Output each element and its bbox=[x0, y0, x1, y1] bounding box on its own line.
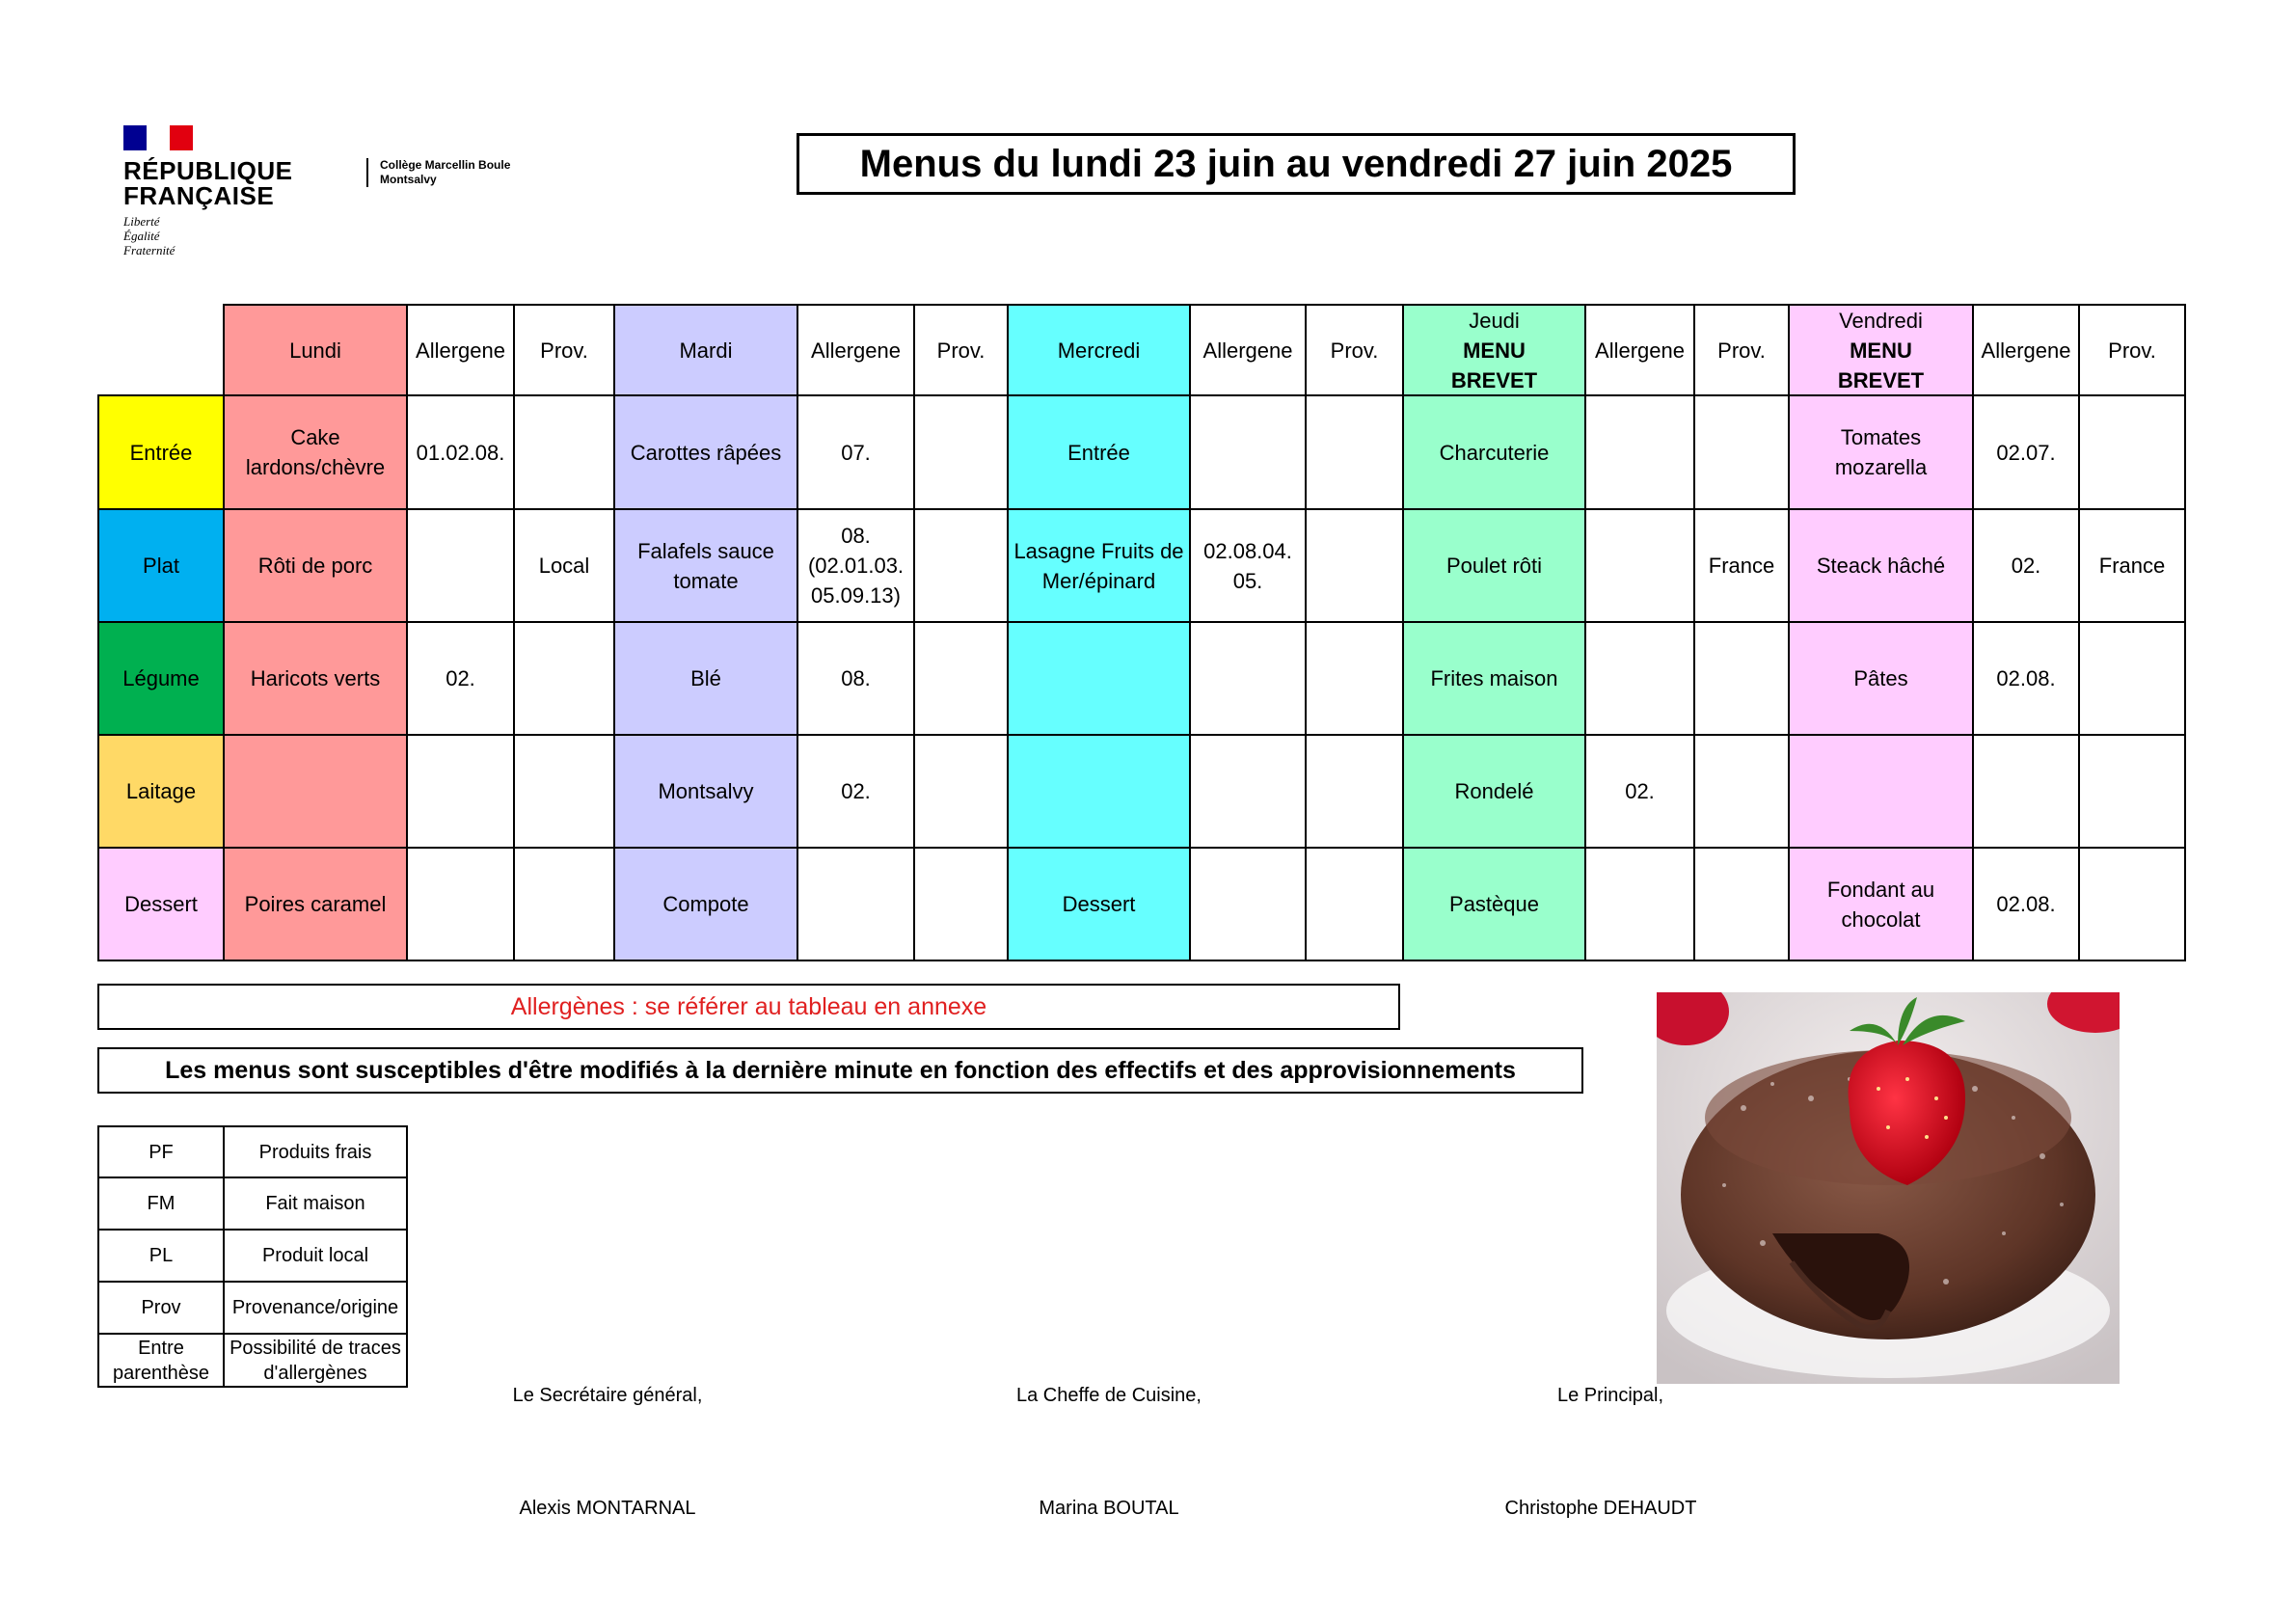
page-title: Menus du lundi 23 juin au vendredi 27 juin 2025 bbox=[797, 133, 1796, 195]
prov-lundi-laitage bbox=[513, 734, 615, 849]
allergene-jeudi-plat bbox=[1584, 508, 1695, 623]
allergene-jeudi-dessert bbox=[1584, 847, 1695, 961]
legend-code: Entre parenthèse bbox=[97, 1333, 225, 1388]
allergene-lundi-legume: 02. bbox=[406, 621, 515, 736]
legend-code: PL bbox=[97, 1229, 225, 1283]
allergene-vendredi-legume: 02.08. bbox=[1972, 621, 2080, 736]
header-jeudi-allergene: Allergene bbox=[1584, 304, 1695, 396]
dish-mardi-entree: Carottes râpées bbox=[613, 394, 798, 510]
allergene-vendredi-plat: 02. bbox=[1972, 508, 2080, 623]
legend-label: Provenance/origine bbox=[223, 1281, 408, 1335]
header-vendredi-brevet: BREVET bbox=[1837, 367, 1925, 392]
dish-vendredi-legume: Pâtes bbox=[1788, 621, 1974, 736]
dish-jeudi-dessert: Pastèque bbox=[1402, 847, 1586, 961]
fondant-chocolate-photo bbox=[1657, 992, 2120, 1384]
motto-liberte: Liberté bbox=[123, 214, 160, 229]
header-vendredi bbox=[1788, 304, 1974, 396]
dish-mardi-plat: Falafels sauce tomate bbox=[613, 508, 798, 623]
allergene-vendredi-dessert: 02.08. bbox=[1972, 847, 2080, 961]
header-mercredi-allergene: Allergene bbox=[1189, 304, 1307, 396]
header-lundi-prov: Prov. bbox=[513, 304, 615, 396]
dish-jeudi-legume: Frites maison bbox=[1402, 621, 1586, 736]
marianne-flag-icon bbox=[123, 125, 193, 150]
header-mardi: Mardi bbox=[613, 304, 798, 396]
prov-jeudi-entree bbox=[1693, 394, 1790, 510]
prov-jeudi-laitage bbox=[1693, 734, 1790, 849]
allergenes-note: Allergènes : se référer au tableau en annexe bbox=[97, 984, 1400, 1030]
allergene-mardi-legume: 08. bbox=[797, 621, 915, 736]
prov-mardi-plat bbox=[913, 508, 1009, 623]
signature-name-2: Marina BOUTAL bbox=[1039, 1498, 1179, 1519]
allergene-jeudi-entree bbox=[1584, 394, 1695, 510]
allergene-mardi-entree: 07. bbox=[797, 394, 915, 510]
allergene-lundi-plat bbox=[406, 508, 515, 623]
header-vendredi-prov: Prov. bbox=[2078, 304, 2186, 396]
header-lundi: Lundi bbox=[223, 304, 408, 396]
dish-vendredi-plat: Steack hâché bbox=[1788, 508, 1974, 623]
allergene-mercredi-dessert bbox=[1189, 847, 1307, 961]
college-name bbox=[366, 158, 510, 187]
header-lundi-allergene: Allergene bbox=[406, 304, 515, 396]
prov-lundi-legume bbox=[513, 621, 615, 736]
dish-lundi-entree: Cake lardons/chèvre bbox=[223, 394, 408, 510]
dish-mercredi-plat: Lasagne Fruits de Mer/épinard bbox=[1007, 508, 1191, 623]
header-mardi-allergene: Allergene bbox=[797, 304, 915, 396]
signature-role-3: Le Principal, bbox=[1556, 1385, 1664, 1406]
category-legume: Légume bbox=[97, 621, 225, 736]
signature-role-2: La Cheffe de Cuisine, bbox=[1016, 1385, 1202, 1406]
category-dessert: Dessert bbox=[97, 847, 225, 961]
allergene-jeudi-legume bbox=[1584, 621, 1695, 736]
logo-line-1: RÉPUBLIQUE bbox=[123, 156, 293, 185]
prov-lundi-plat: Local bbox=[513, 508, 615, 623]
motto-fraternite: Fraternité bbox=[123, 243, 176, 257]
header-vendredi-day: Vendredi bbox=[1839, 308, 1923, 333]
logo-motto bbox=[123, 214, 292, 257]
prov-mercredi-plat bbox=[1305, 508, 1404, 623]
dish-mardi-laitage: Montsalvy bbox=[613, 734, 798, 849]
legend-code: FM bbox=[97, 1177, 225, 1231]
signature-role-1: Le Secrétaire général, bbox=[512, 1385, 703, 1406]
dish-jeudi-laitage: Rondelé bbox=[1402, 734, 1586, 849]
prov-jeudi-plat: France bbox=[1693, 508, 1790, 623]
allergene-lundi-laitage bbox=[406, 734, 515, 849]
dish-vendredi-dessert: Fondant au chocolat bbox=[1788, 847, 1974, 961]
prov-mardi-dessert bbox=[913, 847, 1009, 961]
allergene-jeudi-laitage: 02. bbox=[1584, 734, 1695, 849]
allergene-vendredi-laitage bbox=[1972, 734, 2080, 849]
prov-mercredi-laitage bbox=[1305, 734, 1404, 849]
motto-egalite: Égalité bbox=[123, 229, 160, 243]
header-mercredi: Mercredi bbox=[1007, 304, 1191, 396]
dish-jeudi-plat: Poulet rôti bbox=[1402, 508, 1586, 623]
prov-jeudi-dessert bbox=[1693, 847, 1790, 961]
header-jeudi-prov: Prov. bbox=[1693, 304, 1790, 396]
header-jeudi bbox=[1402, 304, 1586, 396]
college-line-2: Montsalvy bbox=[380, 173, 437, 186]
prov-vendredi-laitage bbox=[2078, 734, 2186, 849]
prov-jeudi-legume bbox=[1693, 621, 1790, 736]
dish-mercredi-legume bbox=[1007, 621, 1191, 736]
category-laitage: Laitage bbox=[97, 734, 225, 849]
dish-lundi-laitage bbox=[223, 734, 408, 849]
prov-vendredi-entree bbox=[2078, 394, 2186, 510]
dish-lundi-plat: Rôti de porc bbox=[223, 508, 408, 623]
allergene-mercredi-plat: 02.08.04. 05. bbox=[1189, 508, 1307, 623]
prov-mardi-laitage bbox=[913, 734, 1009, 849]
header-jeudi-menu: MENU bbox=[1463, 338, 1526, 363]
allergene-lundi-dessert bbox=[406, 847, 515, 961]
category-plat: Plat bbox=[97, 508, 225, 623]
category-entree: Entrée bbox=[97, 394, 225, 510]
prov-vendredi-legume bbox=[2078, 621, 2186, 736]
dish-lundi-legume: Haricots verts bbox=[223, 621, 408, 736]
dish-mercredi-entree: Entrée bbox=[1007, 394, 1191, 510]
dish-mardi-dessert: Compote bbox=[613, 847, 798, 961]
allergene-mardi-plat: 08. (02.01.03. 05.09.13) bbox=[797, 508, 915, 623]
modification-note: Les menus sont susceptibles d'être modifiés à la dernière minute en fonction des effectifs et des approvisionnements bbox=[97, 1047, 1583, 1094]
legend-label: Produit local bbox=[223, 1229, 408, 1283]
prov-mercredi-entree bbox=[1305, 394, 1404, 510]
allergene-lundi-entree: 01.02.08. bbox=[406, 394, 515, 510]
prov-lundi-dessert bbox=[513, 847, 615, 961]
republique-francaise-logo bbox=[123, 125, 292, 257]
prov-vendredi-dessert bbox=[2078, 847, 2186, 961]
prov-mercredi-dessert bbox=[1305, 847, 1404, 961]
dish-vendredi-laitage bbox=[1788, 734, 1974, 849]
signature-name-3: Christophe DEHAUDT bbox=[1504, 1498, 1697, 1519]
dish-jeudi-entree: Charcuterie bbox=[1402, 394, 1586, 510]
prov-mardi-entree bbox=[913, 394, 1009, 510]
prov-lundi-entree bbox=[513, 394, 615, 510]
dish-vendredi-entree: Tomates mozarella bbox=[1788, 394, 1974, 510]
dish-mercredi-laitage bbox=[1007, 734, 1191, 849]
allergene-vendredi-entree: 02.07. bbox=[1972, 394, 2080, 510]
legend-code: PF bbox=[97, 1125, 225, 1178]
college-line-1: Collège Marcellin Boule bbox=[380, 158, 511, 172]
logo-republique bbox=[123, 158, 292, 208]
logo-line-2: FRANÇAISE bbox=[123, 181, 275, 210]
allergene-mercredi-laitage bbox=[1189, 734, 1307, 849]
legend-label: Produits frais bbox=[223, 1125, 408, 1178]
signature-name-1: Alexis MONTARNAL bbox=[519, 1498, 696, 1519]
header-jeudi-brevet: BREVET bbox=[1450, 367, 1538, 392]
header-vendredi-allergene: Allergene bbox=[1972, 304, 2080, 396]
prov-mardi-legume bbox=[913, 621, 1009, 736]
allergene-mercredi-legume bbox=[1189, 621, 1307, 736]
dish-mardi-legume: Blé bbox=[613, 621, 798, 736]
legend-label: Possibilité de traces d'allergènes bbox=[223, 1333, 408, 1388]
legend-label: Fait maison bbox=[223, 1177, 408, 1231]
allergene-mardi-dessert bbox=[797, 847, 915, 961]
legend-code: Prov bbox=[97, 1281, 225, 1335]
header-mercredi-prov: Prov. bbox=[1305, 304, 1404, 396]
allergene-mercredi-entree bbox=[1189, 394, 1307, 510]
prov-vendredi-plat: France bbox=[2078, 508, 2186, 623]
dish-lundi-dessert: Poires caramel bbox=[223, 847, 408, 961]
allergene-mardi-laitage: 02. bbox=[797, 734, 915, 849]
prov-mercredi-legume bbox=[1305, 621, 1404, 736]
header-jeudi-day: Jeudi bbox=[1469, 308, 1520, 333]
header-mardi-prov: Prov. bbox=[913, 304, 1009, 396]
header-vendredi-menu: MENU bbox=[1850, 338, 1912, 363]
dish-mercredi-dessert: Dessert bbox=[1007, 847, 1191, 961]
